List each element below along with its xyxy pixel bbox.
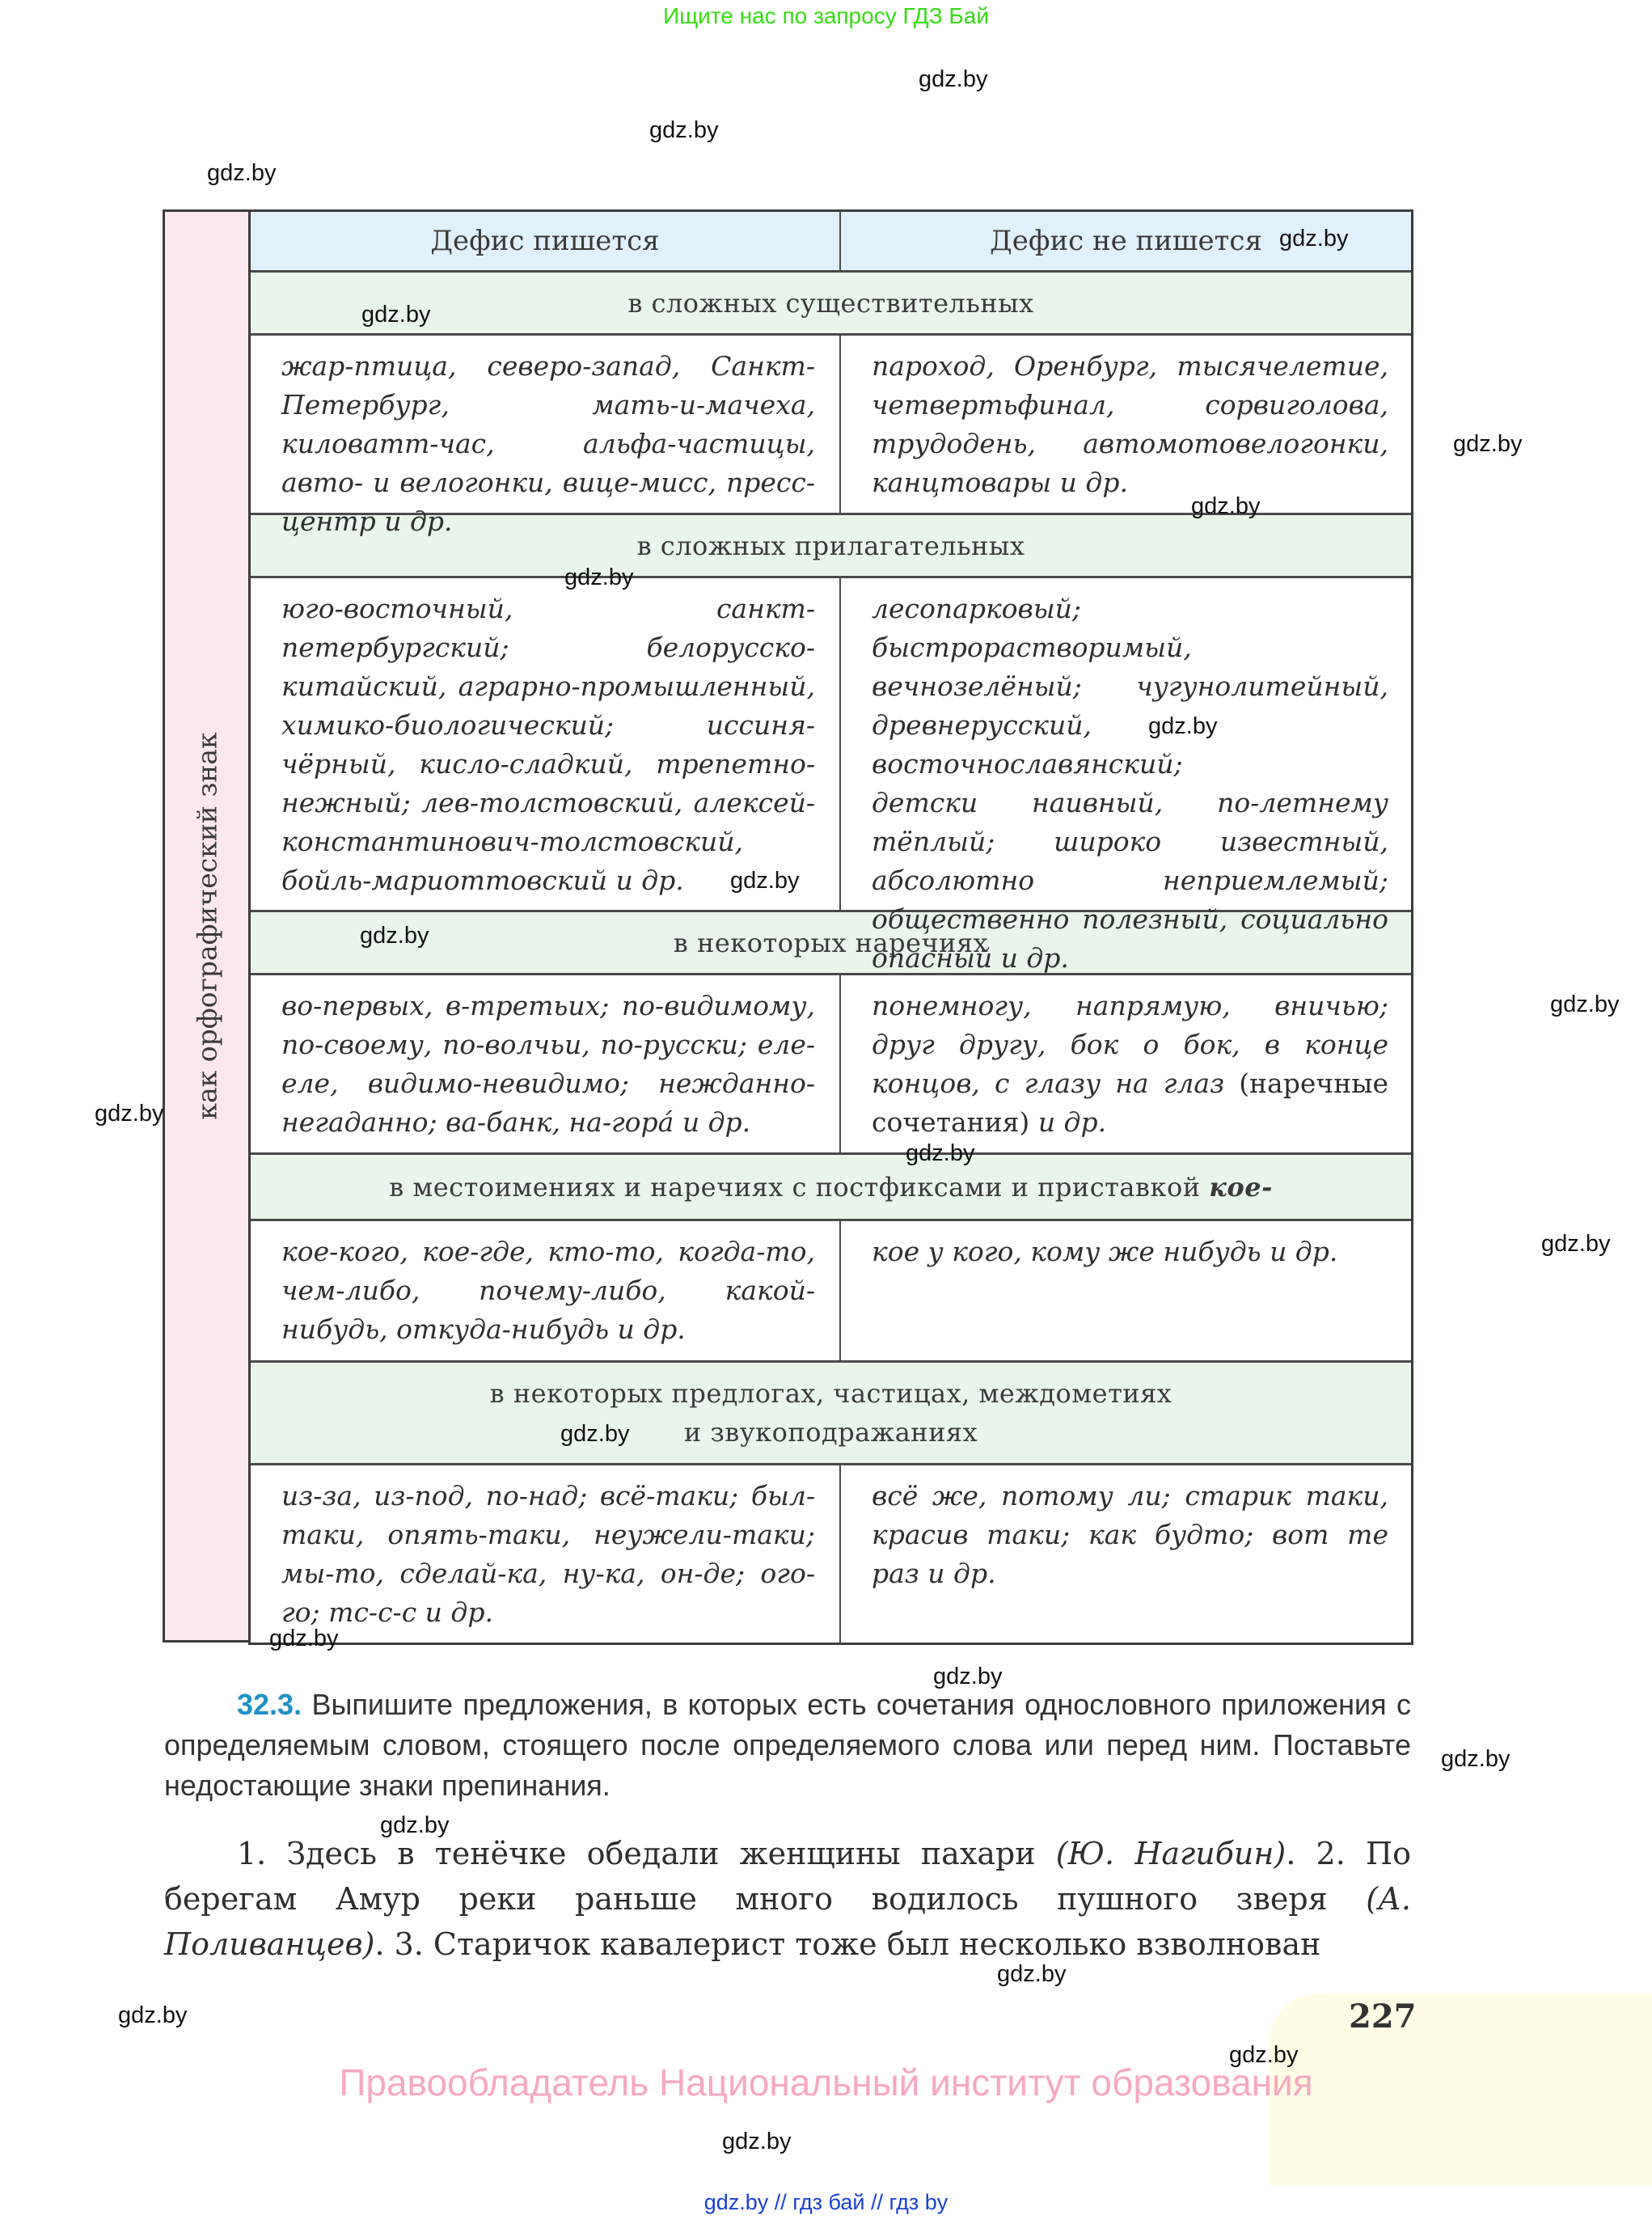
- watermark: gdz.by: [906, 1140, 975, 1166]
- author-2: (А. Поливанцев): [164, 1881, 1411, 1962]
- section-title-emphasis: кое-: [1209, 1171, 1273, 1203]
- watermark: gdz.by: [380, 1812, 450, 1838]
- watermark: gdz.by: [207, 160, 277, 186]
- table-header-row: [251, 212, 1411, 270]
- footer-links[interactable]: gdz.by // гдз бай // гдз by: [703, 2190, 949, 2214]
- exercise-number: 32.3.: [237, 1688, 302, 1721]
- sentence-3: . 3. Старичок кавалерист тоже был несколько взволнован: [374, 1926, 1321, 1962]
- header-hyphen: Дефис пишется: [251, 212, 841, 270]
- exercise-sentences: [164, 1831, 1411, 1967]
- exercise-instruction-text: Выпишите предложения, в которых есть сочетания однословного приложения с определяемым словом, стоящего после определяемого слова или перед ним. Поставьте недостающие знаки препинания.: [164, 1688, 1411, 1802]
- cell-hyphen: юго-восточный, санкт-петербургский; белорусско-китайский, аграрно-промышленный, химико-биологический; иссиня-чёрный, кисло-сладкий, трепетно-нежный; лев-толстовский, алексей-константинович-толстовский, бойль-мариоттовский и др.: [251, 578, 841, 910]
- watermark: gdz.by: [118, 2002, 188, 2028]
- side-label-column: [163, 209, 248, 1643]
- sentence-2: . 2. По берегам Амур реки раньше много водилось пушного зверя: [164, 1836, 1411, 1917]
- page-number: 227: [1349, 1998, 1417, 2036]
- watermark: gdz.by: [997, 1961, 1067, 1987]
- section-title-text: в местоимениях и наречиях с постфиксами и приставкой: [389, 1171, 1201, 1203]
- watermark: gdz.by: [1441, 1746, 1510, 1772]
- section-title-adjectives: в сложных прилагательных: [251, 513, 1411, 576]
- cell-no-hyphen: всё же, потому ли; старик таки, красив таки; как будто; вот те раз и др.: [872, 1480, 1388, 1589]
- table-row: [251, 333, 1411, 537]
- cell-no-hyphen-part2: детски наивный, по-летнему тёплый; широко известный, абсолютно неприемлемый; общественно полезный, социально опасный и др.: [872, 787, 1388, 974]
- watermark: gdz.by: [269, 1626, 339, 1651]
- section-title-line2: и звукоподражаниях: [683, 1417, 978, 1448]
- cell-no-hyphen: [841, 578, 1411, 974]
- cell-no-hyphen: [841, 975, 1411, 1152]
- watermark: gdz.by: [560, 1421, 630, 1447]
- table-row: [251, 1463, 1411, 1643]
- watermark: gdz.by: [1229, 2042, 1299, 2068]
- section-title-particles: [251, 1360, 1411, 1463]
- watermark: gdz.by: [933, 1664, 1003, 1689]
- cell-hyphen: из-за, из-под, по-над; всё-таки; был-таки, опять-таки, неужели-таки; мы-то, сделай-ка, ну-ка, он-де; ого-го; тс-с-с и др.: [251, 1465, 841, 1643]
- cell-no-hyphen-tail: и др.: [1037, 1106, 1107, 1138]
- section-title-adverbs: в некоторых наречиях: [251, 910, 1411, 973]
- watermark: gdz.by: [564, 564, 634, 590]
- cell-hyphen: кое-кого, кое-где, кто-то, когда-то, чем-либо, почему-либо, какой-нибудь, откуда-нибудь и др.: [251, 1221, 841, 1360]
- watermark: gdz.by: [1541, 1231, 1611, 1257]
- exercise-instruction: [164, 1685, 1411, 1806]
- search-banner[interactable]: Ищите нас по запросу ГДЗ Бай: [662, 3, 990, 28]
- cell-no-hyphen: пароход, Оренбург, тысячелетие, четвертьфинал, сорвиголова, трудодень, автомотовелогонки, канцтовары и др.: [872, 350, 1388, 498]
- watermark: gdz.by: [649, 117, 719, 143]
- section-title-line1: в некоторых предлогах, частицах, междометиях: [489, 1378, 1172, 1409]
- watermark: gdz.by: [1148, 713, 1218, 739]
- watermark: gdz.by: [360, 923, 429, 949]
- table-row: [251, 973, 1411, 1152]
- author-1: (Ю. Нагибин): [1055, 1836, 1287, 1871]
- watermark: gdz.by: [1550, 991, 1620, 1017]
- watermark: gdz.by: [1453, 431, 1523, 457]
- watermark: gdz.by: [919, 66, 988, 92]
- side-label: как орфографический знак: [191, 732, 222, 1120]
- watermark: gdz.by: [730, 868, 800, 894]
- cell-no-hyphen-note: (наречные сочетания): [872, 1068, 1388, 1138]
- section-title-nouns: в сложных существительных: [251, 270, 1411, 333]
- watermark: gdz.by: [1191, 493, 1261, 519]
- section-title-pronouns: [251, 1152, 1411, 1219]
- cell-no-hyphen-part1: лесопарковый; быстрорастворимый, вечнозелёный; чугунолитейный, древнерусский, восточнославянский;: [872, 593, 1388, 780]
- watermark: gdz.by: [722, 2129, 792, 2154]
- copyright-notice: Правообладатель Национальный институт образования: [339, 2061, 1313, 2103]
- cell-hyphen: во-первых, в-третьих; по-видимому, по-своему, по-волчьи, по-русски; еле-еле, видимо-невидимо; нежданно-негаданно; ва-банк, на-гора́ и др.: [251, 975, 841, 1152]
- header-no-hyphen: Дефис не пишется: [990, 225, 1262, 257]
- table-row: [251, 1219, 1411, 1360]
- watermark: gdz.by: [361, 302, 431, 328]
- sentence-1: 1. Здесь в тенёчке обедали женщины пахари: [237, 1836, 1036, 1871]
- cell-no-hyphen-text: понемногу, напрямую, вничью; друг другу, бок о бок, в конце концов, с глазу на глаз: [872, 990, 1388, 1099]
- cell-no-hyphen: кое у кого, кому же нибудь и др.: [872, 1236, 1338, 1267]
- watermark: gdz.by: [1279, 226, 1349, 252]
- cell-hyphen: жар-птица, северо-запад, Санкт-Петербург, мать-и-мачеха, киловатт-час, альфа-частицы, авто- и велогонки, вице-мисс, пресс-центр и др.: [251, 336, 841, 513]
- watermark: gdz.by: [95, 1101, 164, 1127]
